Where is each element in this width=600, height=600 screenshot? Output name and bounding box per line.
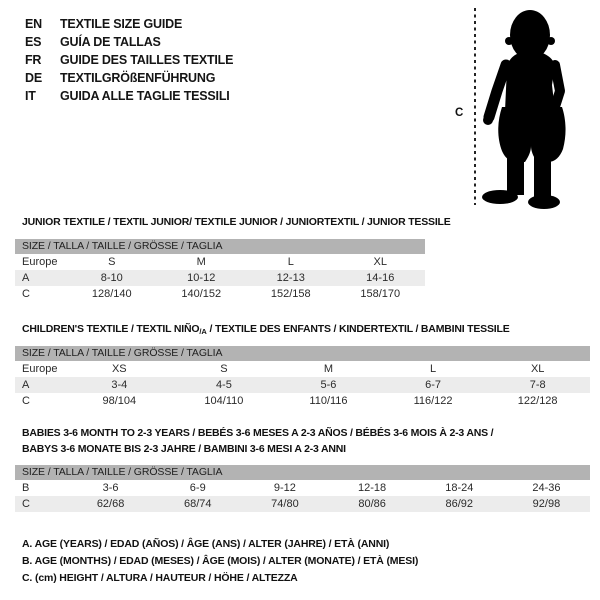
cell-value: 10-12: [187, 272, 216, 284]
lang-code: ES: [25, 35, 42, 49]
cell-value: 104/110: [204, 395, 244, 407]
lang-row-de: [25, 69, 233, 87]
cell-value: 116/122: [413, 395, 453, 407]
language-title-list: [25, 15, 233, 105]
size-header-bar: SIZE / TALLA / TAILLE / GRÖSSE / TAGLIA: [15, 346, 590, 361]
cell-value: 6-7: [425, 379, 442, 391]
lang-label: GUIDA ALLE TAGLIE TESSILI: [60, 89, 230, 103]
table-row: [15, 254, 425, 270]
cell-value: 14-16: [366, 272, 395, 284]
lang-label: GUIDE DES TAILLES TEXTILE: [60, 53, 234, 67]
lang-code: IT: [25, 89, 36, 103]
cell-value: M: [323, 363, 334, 375]
size-header-bar: SIZE / TALLA / TAILLE / GRÖSSE / TAGLIA: [15, 465, 590, 480]
junior-table-title: JUNIOR TEXTILE / TEXTIL JUNIOR/ TEXTILE JUNIOR / JUNIORTEXTIL / JUNIOR TESSILE: [22, 216, 451, 228]
cell-value: 74/80: [271, 498, 299, 510]
cell-value: 3-6: [102, 482, 119, 494]
row-label: C: [22, 498, 30, 510]
babies-title-line1: BABIES 3-6 MONTH TO 2-3 YEARS / BEBÉS 3-6 MESES A 2-3 AÑOS / BÉBÉS 3-6 MOIS À 2-3 ANS /: [22, 427, 494, 439]
junior-size-table: [15, 239, 425, 302]
cell-value: 9-12: [273, 482, 296, 494]
cell-value: 12-13: [276, 272, 305, 284]
cell-value: 140/152: [181, 288, 222, 300]
lang-row-fr: [25, 51, 233, 69]
cell-value: L: [430, 363, 437, 375]
cell-value: 18-24: [445, 482, 474, 494]
lang-row-it: [25, 87, 233, 105]
lang-code: FR: [25, 53, 42, 67]
cell-value: 152/158: [270, 288, 311, 300]
cell-value: 122/128: [517, 395, 558, 407]
cell-value: 3-4: [111, 379, 128, 391]
children-title-subscript: /A: [199, 327, 207, 336]
cell-value: 62/68: [96, 498, 125, 510]
cell-value: S: [108, 256, 116, 268]
row-label: C: [22, 288, 30, 300]
cell-value: 8-10: [100, 272, 123, 284]
cell-value: 12-18: [358, 482, 387, 494]
cell-value: 98/104: [102, 395, 137, 407]
lang-label: TEXTILGRÖßENFÜHRUNG: [60, 71, 216, 85]
footnote-height-cm: C. (cm) HEIGHT / ALTURA / HAUTEUR / HÖHE / ALTEZZA: [22, 572, 298, 584]
legend-footnotes: [22, 536, 418, 587]
lang-row-es: [25, 33, 233, 51]
children-size-table: [15, 346, 590, 409]
cell-value: 80/86: [358, 498, 386, 510]
cell-value: 128/140: [91, 288, 132, 300]
cell-value: 68/74: [183, 498, 212, 510]
table-row: [15, 286, 425, 302]
cell-value: 158/170: [360, 288, 401, 300]
table-row: [15, 496, 590, 512]
babies-table-title: [22, 425, 493, 457]
cell-value: L: [287, 256, 294, 268]
table-row: [15, 270, 425, 286]
children-title-pre: CHILDREN'S TEXTILE / TEXTIL NIÑO: [22, 323, 200, 335]
table-row: [15, 393, 590, 409]
cell-value: XL: [373, 256, 387, 268]
size-header-bar: SIZE / TALLA / TAILLE / GRÖSSE / TAGLIA: [15, 239, 425, 254]
height-measure-dashed-line: [474, 8, 476, 205]
baby-silhouette-image: [478, 5, 596, 210]
cell-value: 110/116: [309, 395, 348, 407]
lang-row-en: [25, 15, 233, 33]
lang-label: GUÍA DE TALLAS: [60, 35, 161, 49]
cell-value: 6-9: [189, 482, 206, 494]
lang-code: DE: [25, 71, 42, 85]
row-label: B: [22, 482, 30, 494]
row-label: A: [22, 379, 30, 391]
lang-label: TEXTILE SIZE GUIDE: [60, 17, 183, 31]
cell-value: 7-8: [529, 379, 546, 391]
footnote-age-years: A. AGE (YEARS) / EDAD (AÑOS) / ÂGE (ANS) / ALTER (JAHRE) / ETÀ (ANNI): [22, 538, 390, 550]
lang-code: EN: [25, 17, 42, 31]
row-label: C: [22, 395, 30, 407]
cell-value: M: [196, 256, 206, 268]
cell-value: XL: [530, 363, 545, 375]
cell-value: S: [220, 363, 228, 375]
cell-value: 86/92: [445, 498, 474, 510]
row-label: A: [22, 272, 30, 284]
cell-value: 5-6: [320, 379, 337, 391]
table-row: [15, 377, 590, 393]
cell-value: 24-36: [532, 482, 561, 494]
row-label: Europe: [22, 256, 58, 268]
cell-value: 4-5: [215, 379, 232, 391]
children-title-post: / TEXTILE DES ENFANTS / KINDERTEXTIL / BAMBINI TESSILE: [206, 323, 510, 335]
babies-title-line2: BABYS 3-6 MONATE BIS 2-3 JAHRE / BAMBINI 3-6 MESI A 2-3 ANNI: [22, 443, 346, 455]
cell-value: 92/98: [532, 498, 561, 510]
children-table-title: [22, 321, 510, 340]
cell-value: XS: [111, 363, 127, 375]
height-label-c: C: [455, 107, 464, 119]
row-label: Europe: [22, 363, 58, 375]
table-row: [15, 361, 590, 377]
table-row: [15, 480, 590, 496]
babies-size-table: [15, 465, 590, 512]
footnote-age-months: B. AGE (MONTHS) / EDAD (MESES) / ÂGE (MOIS) / ALTER (MONATE) / ETÀ (MESI): [22, 555, 419, 567]
